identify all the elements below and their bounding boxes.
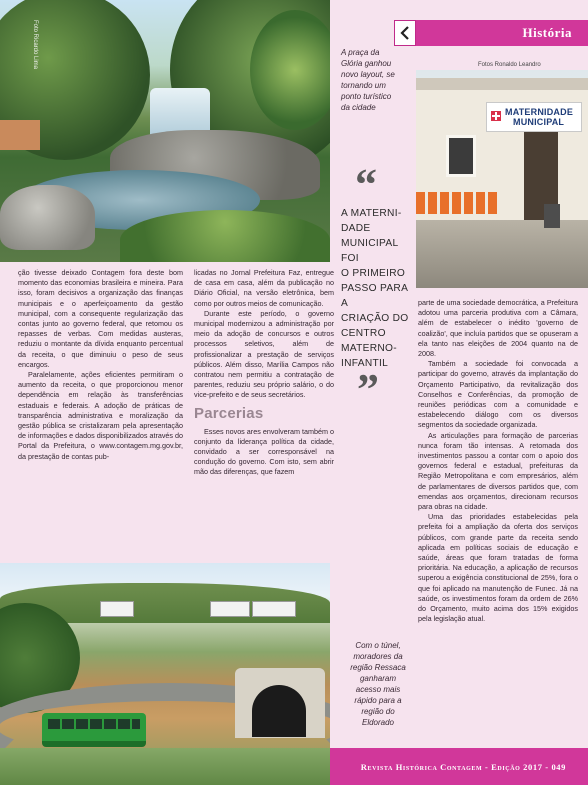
paragraph: As articulações para formação de parcerias nunca foram tão intensas. A retomada dos investimentos passou a contar com o apoio dos governos federal e estadual, prefeituras da Região Metropolitana e com empresários, além de parlamentares de diversos partidos que, com emendas aos orçamentos, direcionam recursos para obras na cidade. [418, 430, 578, 512]
section-banner [416, 20, 588, 46]
footer-text: Revista Histórica Contagem - Edição 2017 - 049 [360, 761, 566, 772]
caption-line: Eldorado [361, 718, 395, 727]
medical-cross-icon [491, 111, 501, 121]
quote-line: O PRIMEIRO [341, 268, 406, 279]
close-quote-mark: ” [357, 365, 379, 414]
quote-line: MUNICIPAL FOI [341, 238, 399, 264]
pull-quote [341, 160, 416, 414]
paragraph: ção tivesse deixado Contagem fora deste bom momento das economias brasileira e mineira. Para isso, foram decisivos a organização das finanças municipais e o aperfeiçoamento da gestão municipal, com a consequente regularização das contas junto ao governo federal, que retomou os repasses de verbas. Com medidas austeras, reduziu o montante da dívida enquanto percentual da receita, o que diminuiu o peso de seus encargos. [18, 268, 183, 369]
paragraph: Esses novos ares envolveram também o conjunto da liderança política da cidade, convidado a ser corresponsável na condução do governo. Com isto, sem abrir mão das diferenças, que fazem [194, 426, 334, 477]
caption-line: acesso mais [355, 685, 401, 694]
sign-line: MUNICIPAL [513, 117, 565, 127]
caption-line: novo layout, se [341, 70, 395, 79]
pull-quote-text [341, 206, 416, 371]
garden-photo [0, 0, 330, 262]
caption-line: ponto turístico [341, 92, 392, 101]
sign-line: MATERNIDADE [505, 107, 574, 117]
article-column-3 [418, 298, 578, 625]
caption-line: moradores da [353, 652, 403, 661]
tunnel-caption [340, 640, 416, 728]
caption-line: região do [361, 707, 395, 716]
quote-line: A MATERNI- [341, 208, 402, 219]
page-footer [330, 748, 588, 785]
paragraph: licadas no Jornal Prefeitura Faz, entregue de casa em casa, além da publicação no Diário Oficial, na versão eletrônica, bem como por outros meios de comunicação. [194, 268, 334, 308]
caption-line: ganharam [359, 674, 397, 683]
quote-line: INFANTIL [341, 358, 389, 369]
caption-line: região Ressaca [350, 663, 406, 672]
article-column-2 [194, 268, 334, 478]
caption-line: A praça da [341, 48, 380, 57]
article-column-1 [18, 268, 183, 462]
caption-line: Com o túnel, [355, 641, 401, 650]
section-subheading: Parcerias [194, 404, 264, 422]
quote-line: PASSO PARA A [341, 283, 408, 309]
paragraph: Paralelamente, ações eficientes permitiram o aumento da receita, o que proporcionou menor dependência em relação às transferências estaduais e federais. A adoção de práticas de transparência administrativa e moralização da gestão pública se cristalizaram pela apresentação de informações e dados disponibilizados através do Portal da Prefeitura, o www.contagem.mg.gov.br, da prestação de contas pub- [18, 370, 184, 461]
paragraph: Também a sociedade foi convocada a participar do governo, através da implantação do Orçamento Participativo, da revitalização dos Conselhos e Conferências, da promoção de reuniões periódicas com a comunidade e estabelecendo diálogo com os diversos segmentos da sociedade organizada. [418, 359, 578, 430]
section-title: História [522, 25, 572, 40]
quote-line: CRIAÇÃO DO [341, 313, 409, 324]
open-quote-mark: “ [355, 160, 377, 209]
garden-caption [341, 47, 413, 113]
chevron-left-icon [399, 26, 411, 40]
quote-line: CENTRO [341, 328, 386, 339]
caption-line: da cidade [341, 103, 376, 112]
maternity-sign [486, 102, 582, 132]
quote-line: DADE [341, 223, 371, 234]
garden-photo-credit: Foto Ricardo Lima [32, 20, 38, 70]
tunnel-photo [0, 563, 330, 785]
caption-line: tornando um [341, 81, 386, 90]
maternity-photo-credit: Fotos Ronaldo Leandro [478, 62, 541, 68]
paragraph: Durante este período, o governo municipal modernizou a administração por meio da adoção de concursos e outros processos seletivos, além de profissionalizar a prestação de serviços públicos. Além disso, Marília Campos não contratou nem permitiu a contratação de parentes, reduziu seu próprio salário, o do vice-prefeito e de seus secretários. [194, 308, 334, 400]
maternity-photo [416, 70, 588, 288]
quote-line: MATERNO- [341, 343, 397, 354]
caption-line: rápido para a [354, 696, 402, 705]
caption-line: Glória ganhou [341, 59, 392, 68]
paragraph: Uma das prioridades estabelecidas pela prefeita foi a ampliação da oferta dos serviços públicos, com grande parte da receita sendo aplicada em políticas sociais de educação e saúde, áreas que foram tratadas de forma prioritária. Na educação, a aplicação de recursos superou a exigência constitucional de 25%, fora o que foi aplicado na manutenção de Funec. Já na saúde, os investimentos foram da ordem de 26% do Orçamento, muito acima dos 15% exigidos pela legislação atual. [418, 512, 578, 624]
back-button[interactable] [394, 20, 416, 46]
paragraph: parte de uma sociedade democrática, a Prefeitura adotou uma parceria produtiva com a Câmara, além de estabelecer o inédito 'governo de coalizão', que incluía partidos que se opuseram a ela tanto nas eleições de 2004 quanto na de 2008. [418, 298, 578, 359]
